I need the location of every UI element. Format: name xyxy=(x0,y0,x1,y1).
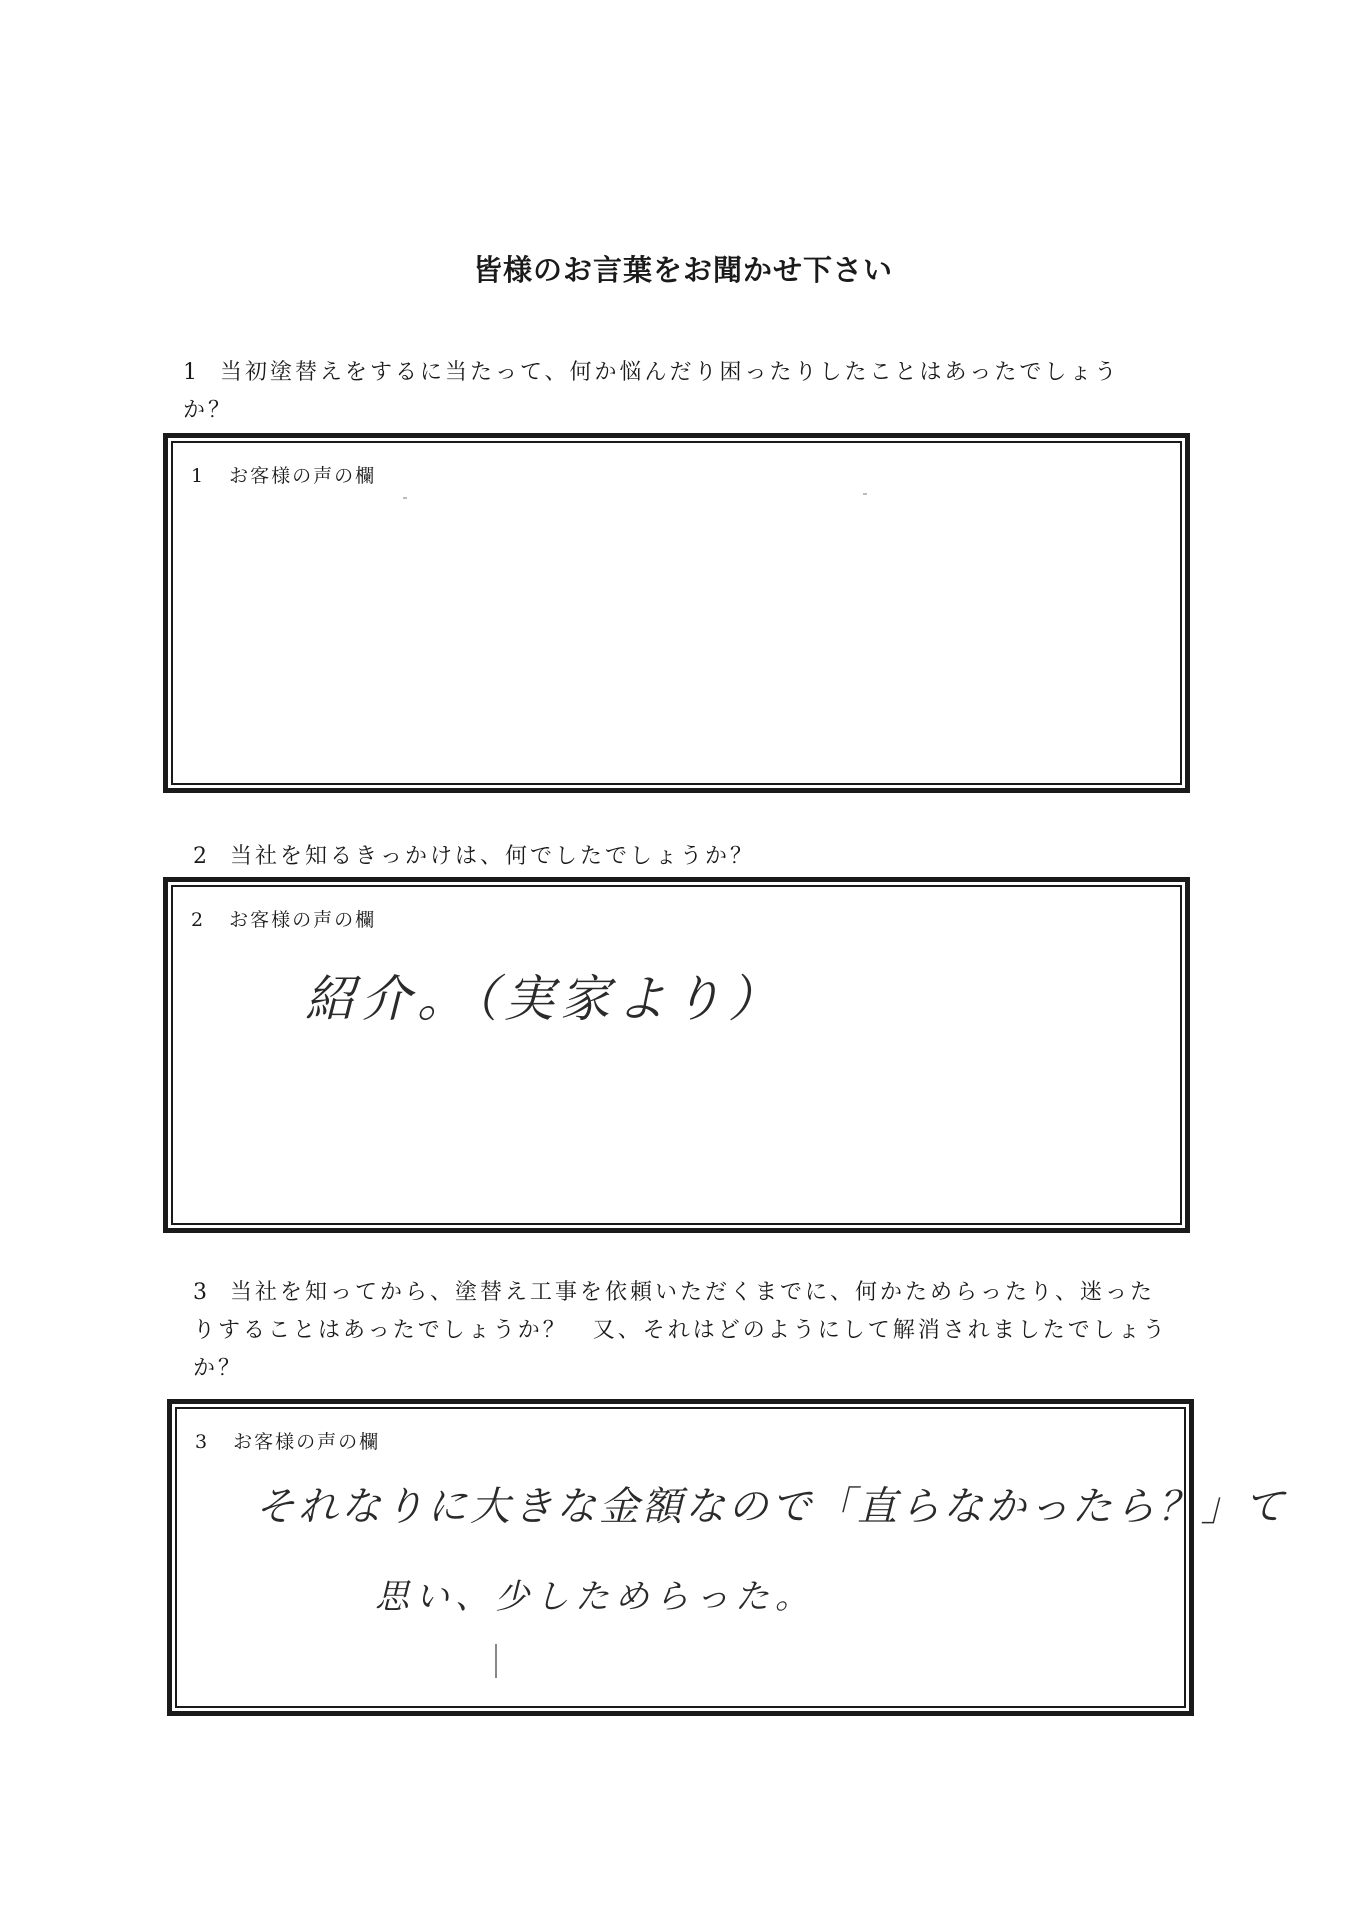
question-1-number: 1 xyxy=(183,360,200,385)
page-title: 皆様のお言葉をお聞かせ下さい xyxy=(472,253,893,287)
handwritten-answer-3-line-2: 思い、少しためらった。 xyxy=(375,1577,815,1617)
answer-box-3 xyxy=(167,1399,1287,1716)
question-2 xyxy=(193,838,1193,876)
answer-box-1-inner xyxy=(171,441,1182,785)
scan-speck xyxy=(403,497,407,499)
answer-box-3-label xyxy=(195,1427,380,1454)
question-3 xyxy=(193,1274,1193,1388)
answer-box-1-label-number: 1 xyxy=(191,465,206,487)
question-3-text-1: 当社を知ってから、塗替え工事を依頼いただくまでに、何かためらったり、迷った xyxy=(230,1280,1156,1305)
question-3-line-1 xyxy=(193,1274,1193,1312)
answer-box-2 xyxy=(163,877,1190,1233)
question-1-line-1 xyxy=(183,354,1183,392)
answer-box-1-label-text: お客様の声の欄 xyxy=(229,465,377,487)
question-1-line-2: か？ xyxy=(183,398,234,423)
handwritten-answer-2: 紹介。（実家より） xyxy=(305,970,784,1028)
answer-box-3-label-text: お客様の声の欄 xyxy=(233,1431,381,1453)
question-1 xyxy=(183,354,1183,430)
question-3-line-2: りすることはあったでしょうか？ 又、それはどのようにして解消されましたでしょう xyxy=(193,1318,1168,1343)
answer-box-2-label-number: 2 xyxy=(191,909,206,931)
answer-box-3-label-number: 3 xyxy=(195,1431,210,1453)
question-2-line-1 xyxy=(193,838,1193,876)
answer-box-1 xyxy=(163,433,1190,793)
answer-box-1-label xyxy=(191,461,376,488)
answer-box-2-label xyxy=(191,905,376,932)
question-2-number: 2 xyxy=(193,844,210,869)
question-3-number: 3 xyxy=(193,1280,210,1305)
answer-box-2-inner xyxy=(171,885,1182,1225)
question-2-text-1: 当社を知るきっかけは、何でしたでしょうか？ xyxy=(230,844,756,869)
stray-pen-mark xyxy=(495,1644,497,1678)
handwritten-answer-3-line-1: それなりに大きな金額なので「直らなかったら？」て xyxy=(255,1484,1287,1530)
answer-box-2-label-text: お客様の声の欄 xyxy=(229,909,377,931)
answer-box-3-inner xyxy=(175,1407,1287,1708)
question-1-text-1: 当初塗替えをするに当たって、何か悩んだり困ったりしたことはあったでしょう xyxy=(220,360,1120,385)
scan-speck xyxy=(863,493,867,495)
question-3-line-3: か？ xyxy=(193,1356,244,1381)
